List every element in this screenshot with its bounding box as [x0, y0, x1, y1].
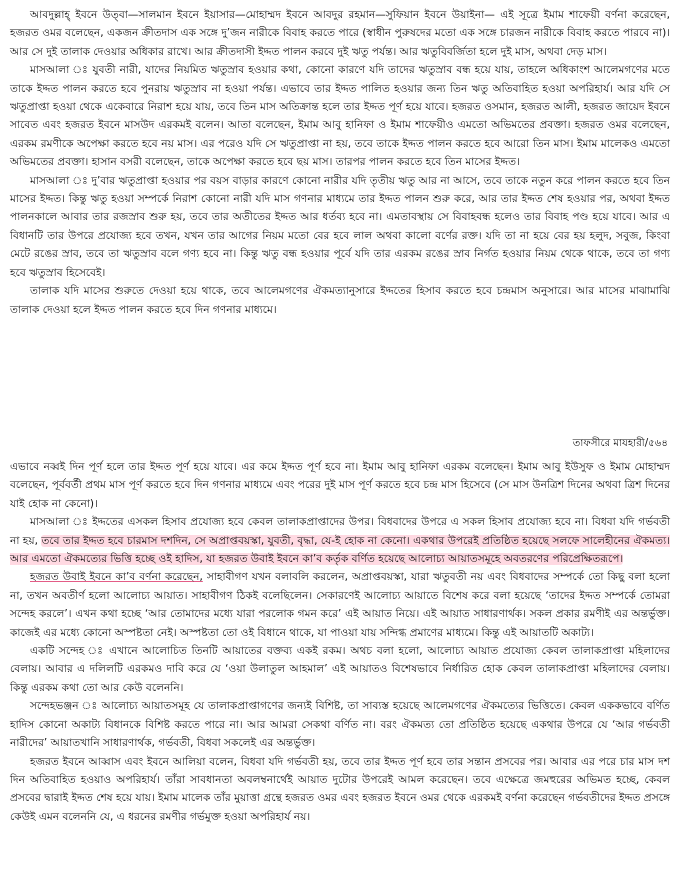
- paragraph-7: [10, 568, 670, 642]
- paragraph-7-rest: সাহাবীগণ যখন বলাবলি করলেন, অপ্রাপ্তবয়স্কা, যারা ঋতুবতী নয় এবং বিধবাদের সম্পর্কে তো কিছু বলা হলো না, তখন অবতীর্ণ হলো আলোচ্য আয়াত। সাহাবীগণ ঠিকই বলেছিলেন। সেকারণেই আলোচ্য আয়াতে বিশেষ করে বলা হয়েছে ‘তাদের ইদ্দত সম্পর্কে তোমরা সন্দেহ করলে’। এখন কথা হচ্ছে ‘আর তোমাদের মধ্যে যারা পরলোক গমন করে’ এই আয়াত নিয়ে। এই আয়াত সাধারণার্থক। সকল প্রকার রমণীই এর অন্তর্ভুক্ত। কাজেই এর মধ্যে কোনো অস্পষ্টতা নেই। অস্পষ্টতা তো ওই বিধানে থাকে, যা পাওয়া যায় সন্দিগ্ধ প্রমাণের মাধ্যমে। কিন্তু এই আয়াতটি অকাট্য।: [10, 571, 671, 639]
- paragraph-4: তালাক যদি মাসের শুরুতে দেওয়া হয়ে থাকে, তবে আলেমগণের ঐকমত্যানুসারে ইদ্দতের হিসাব করতে হবে চন্দ্রমাস অনুসারে। আর মাসের মাঝামাঝি তালাক দেওয়া হলে ইদ্দত পালন করতে হবে দিন গণনার মাধ্যমে।: [10, 285, 670, 316]
- paragraph-2: মাসআলা ঃ যুবতী নারী, যাদের নিয়মিত ঋতুস্রাব হওয়ার কথা, কোনো কারণে যদি তাদের ঋতুস্রাব বন্ধ হয়ে যায়, তাহলে অধিকাংশ আলেমগণের মতে তাকে ইদ্দত পালন করতে হবে পুনরায় ঋতুস্রাব না হওয়া পর্যন্ত। এভাবে তার ইদ্দত পালিত হওয়ার জন্য তিন ঋতু অতিবাহিত হওয়া অপরিহার্য। আর যদি সে ঋতুপ্রাপ্তা হওয়া থেকে একেবারে নিরাশ হয়ে যায়, তবে তিন মাস অতিক্রান্ত হলে তার ইদ্দত পূর্ণ হয়ে যাবে। হজরত ওসমান, হজরত আলী, হজরত জায়েদ ইবনে সাবেত এবং হজরত ইবনে মাসউদ এরকমই বলেন। আতা বলেছেন, ইমাম আবু হানিফা ও ইমাম শাফেয়ীও এমতো অভিমতের প্রবক্তা। হজরত ওমর বলেছেন, এরকম রমণীকে অপেক্ষা করতে হবে নয় মাস। এর পরেও যদি সে ঋতুপ্রাপ্তা না হয়, তবে তাকে ইদ্দত পালন করতে হবে আরো তিন মাস। ইমাম মালেকও এমতো অভিমতের প্রবক্তা। হাসান বসরী বলেছেন, তাকে অপেক্ষা করতে হবে ছয় মাস। তারপর পালন করতে হবে তিন মাসের ইদ্দত।: [10, 64, 670, 169]
- top-text-block: [10, 6, 670, 319]
- paragraph-5: এভাবে নব্বই দিন পূর্ণ হলে তার ইদ্দত পূর্ণ হয়ে যাবে। এর কমে ইদ্দত পূর্ণ হবে না। ইমাম আবু হানিফা এরকম বলেছেন। ইমাম আবু ইউসুফ ও ইমাম মোহাম্মদ বলেছেন, পূর্ববর্তী প্রথম মাস পূর্ণ করতে হবে দিন গণনার মাধ্যমে এবং পরের দুই মাস পূর্ণ করতে হবে চন্দ্র মাস হিসেবে (সে মাস উনত্রিশ দিনের অথবা ত্রিশ দিনের যাই হোক না কেনো)।: [10, 461, 670, 510]
- underlined-text: হজরত উবাই ইবনে কা’ব বর্ণনা করেছেন,: [30, 571, 203, 584]
- paragraph-6: [10, 513, 670, 568]
- paragraph-10: হজরত ইবনে আব্বাস এবং ইবনে আলিয়া বলেন, বিধবা যদি গর্ভবতী হয়, তবে তার ইদ্দত পূর্ণ হবে তার সন্তান প্রসবের পর। আবার এর পরে চার মাস দশ দিন অতিবাহিত হওয়াও অপরিহার্য। তাঁরা সাবধানতা অবলম্বনার্থেই আয়াত দুটোর উপরেই আমল করেছেন। তবে এক্ষেত্রে জমহুরের অভিমত হচ্ছে, কেবল প্রসবের দ্বারাই ইদ্দত শেষ হয়ে যায়। ইমাম মালেক তাঁর মুয়াত্তা গ্রন্থে হজরত ওমর এবং হজরত ইবনে ওমর থেকে এরকমই বর্ণনা করেছেন গর্ভবতীদের ইদ্দত প্রসঙ্গে কেউই এমন বলেননি যে, এ ধরনের রমণীর গর্ভমুক্ত হওয়া অপরিহার্য নয়।: [10, 755, 670, 823]
- paragraph-3: মাসআলা ঃ দু’বার ঋতুপ্রাপ্তা হওয়ার পর বয়স বাড়ার কারণে কোনো নারীর যদি তৃতীয় ঋতু আর না আসে, তবে তাকে নতুন করে পালন করতে হবে তিন মাসের ইদ্দত। কিন্তু ঋতু হওয়া সম্পর্কে নিরাশ কোনো নারী যদি মাস গণনার মাধ্যমে তার ইদ্দত পালন শুরু করে, আর তার ইদ্দত শেষ হওয়ার পর, অথবা ইদ্দত পালনকালে আবার তার রজস্রাব শুরু হয়, তবে তার অতীতের ইদ্দত আর ধর্তব্য হবে না। এমতাবস্থায় সে বিবাহবন্ধ হলেও তার বিবাহ পণ্ড হয়ে যাবে। আর এ বিধানটি তার উপরে প্রযোজ্য হবে তখন, যখন তার আগের নিয়ম মতো বের হবে লাল অথবা কালো বর্ণের রক্ত। যদি তা না হয়ে বের হয় হলুদ, সবুজ, কিংবা মেটে রঙের স্রাব, তবে তা ঋতুস্রাব বলে গণ্য হবে না। কিন্তু ঋতু বন্ধ হওয়ার পূর্বে যদি তার এরকম রঙের স্রাব নির্গত হওয়ার নিয়ম থেকে থাকে, তবে তা গণ্য হবে ঋতুস্রাব হিসেবেই।: [10, 174, 670, 279]
- paragraph-9: সন্দেহভঞ্জন ঃ আলোচ্য আয়াতসমূহ যে তালাকপ্রাপ্তাগণের জন্যই বিশিষ্ট, তা সাব্যস্ত হয়েছে আলেমগণের ঐকমত্যের ভিত্তিতে। কেবল এককভাবে বর্ণিত হাদিস কোনো অকাট্য বিধানকে বিশিষ্ট করতে পারে না। আর আমরা সেকথা বর্ণিত না। বরং ঐকমত্য তো প্রতিষ্ঠিত হয়েছে একথার উপরে যে ‘আর গর্ভবতী নারীদের’ আয়াতখানি সাধারণার্থক, গর্ভবতী, বিধবা সকলেই এর অন্তর্ভুক্ত।: [10, 700, 670, 750]
- paragraph-8: একটি সন্দেহ ঃ এখানে আলোচিত তিনটি আয়াতের বক্তব্য একই রকম। অথচ বলা হলো, আলোচ্য আয়াত প্রযোজ্য কেবল তালাকপ্রাপ্তা মহিলাদের বেলায়। আবার এ দলিলটি এরকমও দাবি করে যে ‘ওয়া উলাতুল আহমাল’ এই আয়াতও বিশেষভাবে নির্ধারিত হোক কেবল তালাকপ্রাপ্তা মহিলাদের বেলায়। কিন্তু এরকম কথা তো আর কেউ বলেননি।: [10, 645, 670, 694]
- masala-text: মাসআলা ঃ ইদ্দতের এসকল হিসাব প্রযোজ্য হবে কেবল তালাকপ্রাপ্তাদের উপর। বিধবাদের উপরে এ সকল হিসাব প্রযোজ্য হবে না। বিধবা যদি গর্ভবতী না হয়,: [10, 516, 670, 547]
- highlighted-text: তবে তার ইদ্দত হবে চারমাস দশদিন, সে অপ্রাপ্তবয়স্কা, যুবতী, বৃদ্ধা, যে-ই হোক না কেনো। একথার উপরেই প্রতিষ্ঠিত হয়েছে সলফে সালেহীনের ঐকমত্য। আর এমতো ঐকমত্যের ভিত্তি হচ্ছে ওই হাদিস, যা হজরত উবাই ইবনে কা’ব কর্তৃক বর্ণিত হয়েছে আলোচ্য আয়াতসমূহে অবতরণের পরিপ্রেক্ষিতরূপে।: [10, 534, 670, 566]
- paragraph-1: আবদুল্লাহ্ ইবনে উত্‌বা—সালমান ইবনে ইয়াসার—মোহাম্মদ ইবনে আবদুর রহমান—সুফিয়ান ইবনে উয়াইনা— এই সূত্রে ইমাম শাফেয়ী বর্ণনা করেছেন, হজরত ওমর বলেছেন, একজন ক্রীতদাস এক সঙ্গে দু’জন নারীকে বিবাহ করতে পারে (স্বাধীন পুরুষদের মতো এক সঙ্গে চারজন নারীকে বিবাহ করতে পারবে না)। আর সে দুই তালাক দেওয়ার অধিকার রাখে। আর ক্রীতদাসী ইদ্দত পালন করবে দুই ঋতু পর্যন্ত। আর ঋতুবিবর্জিতা হলে দুই মাস, অথবা দেড় মাস।: [10, 9, 670, 58]
- bottom-text-block: [10, 458, 670, 826]
- page-header: তাফসীরে মাযহারী/৫৬৪: [572, 438, 668, 449]
